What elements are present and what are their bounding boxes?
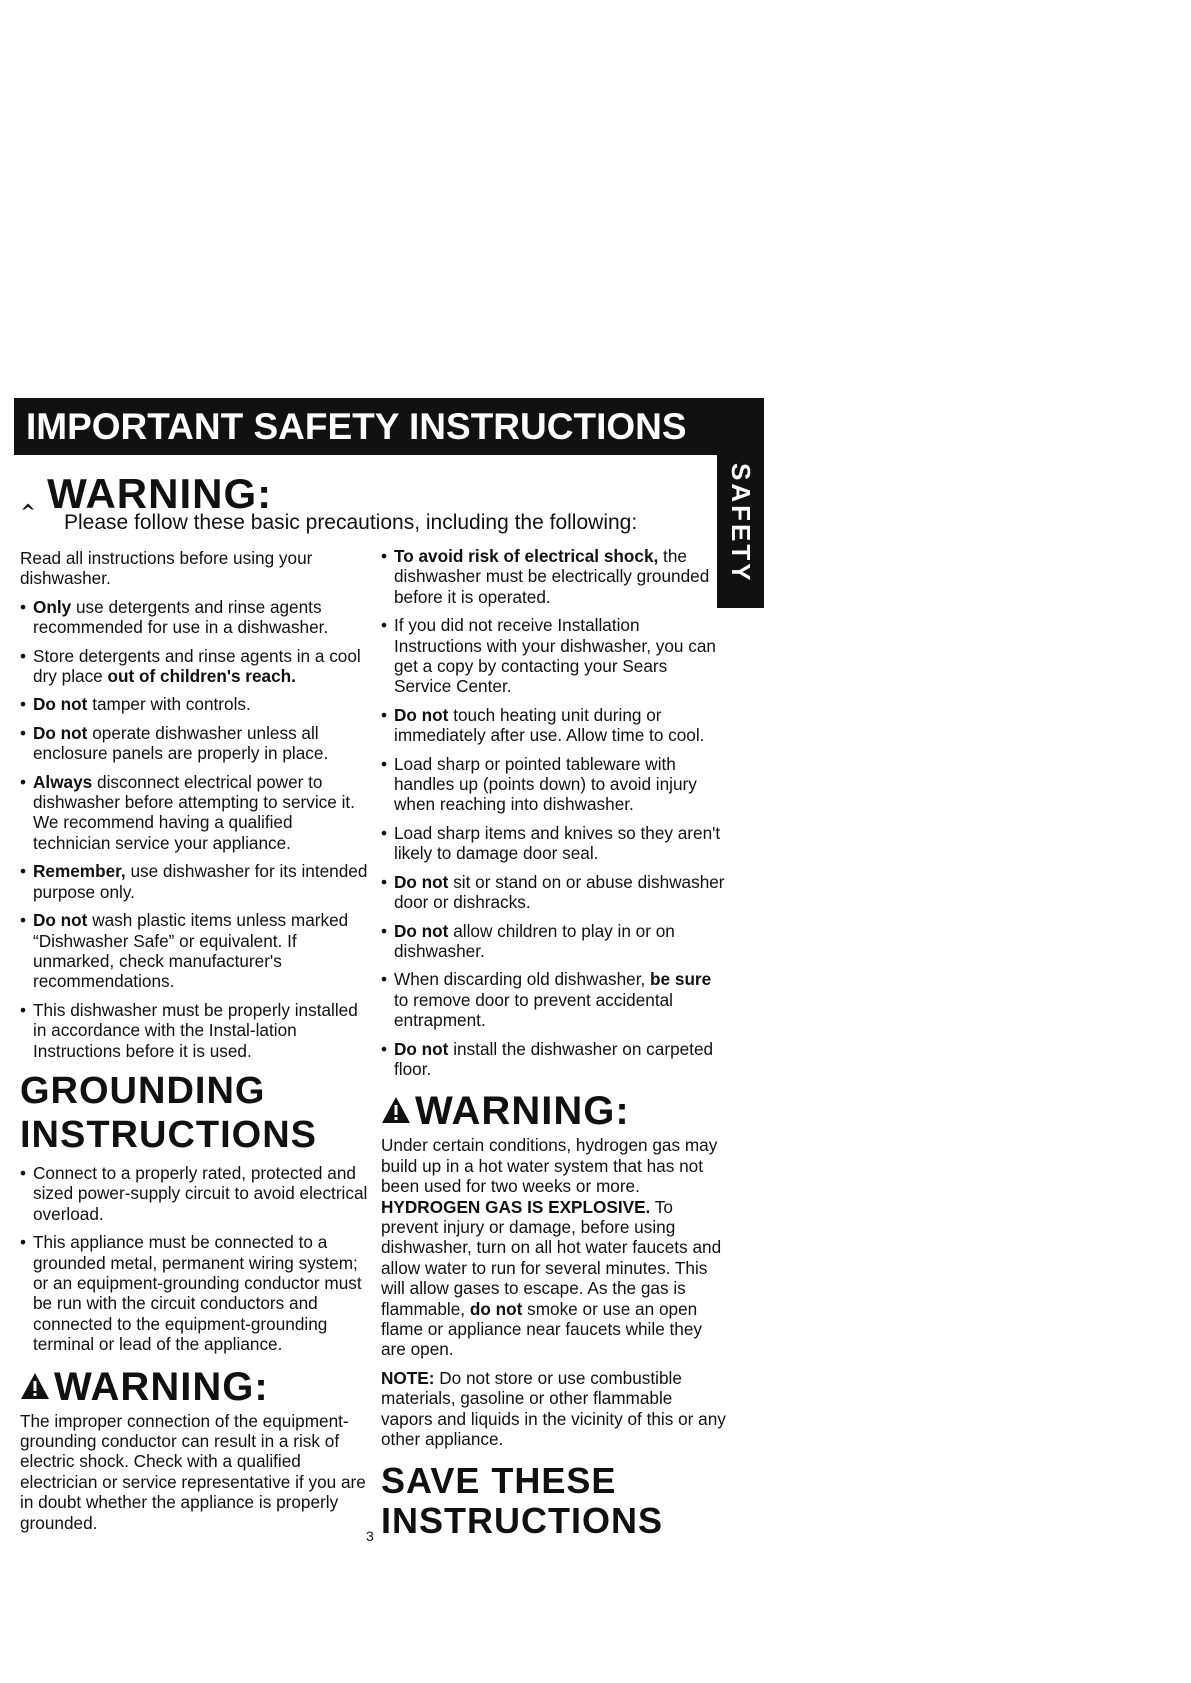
grounding-warning-heading: WARNING: bbox=[20, 1365, 368, 1409]
read-instructions-text: Read all instructions before using your dishwasher. bbox=[20, 548, 313, 589]
list-item: • Remember, use dishwasher for its intended purpose only. bbox=[20, 861, 368, 902]
warning-triangle-icon bbox=[20, 1372, 50, 1400]
top-warning-title: WARNING: bbox=[47, 470, 273, 517]
note-text: NOTE: Do not store or use combustible materials, gasoline or other flammable vapors and liquids in the vicinity of this or any other appliance. bbox=[381, 1367, 726, 1450]
list-item: • Always disconnect electrical power to dishwasher before attempting to service it. We recommend having a qualified technician service your appliance. bbox=[20, 772, 368, 854]
list-item: • This appliance must be connected to a grounded metal, permanent wiring system; or an equipment-grounding conductor must be run with the circuit conductors and connected to the equipment-grounding terminal or lead of the appliance. bbox=[20, 1232, 368, 1354]
hydrogen-warning-heading: WARNING: bbox=[381, 1089, 726, 1133]
list-item: • Do not tamper with controls. bbox=[20, 694, 368, 714]
list-item: • Do not touch heating unit during or immediately after use. Allow time to cool. bbox=[381, 705, 726, 746]
page-number: 3 bbox=[366, 1528, 374, 1544]
list-item: • Only use detergents and rinse agents recommended for use in a dishwasher. bbox=[20, 597, 368, 638]
grounding-warning-text: The improper connection of the equipment-grounding conductor can result in a risk of electric shock. Check with a qualified electrician or service representative if you are in doubt whether the appliance is properly grounded. bbox=[20, 1410, 366, 1533]
hydrogen-warning-text: Under certain conditions, hydrogen gas may build up in a hot water system that has not been used for two weeks or more. HYDROGEN GAS IS EXPLOSIVE. To prevent injury or damage, before using dishwasher, turn on all hot water faucets and allow water to run for several minutes. This will allow gases to escape. As the gas is flammable, do not smoke or use an open flame or appliance near faucets while they are open. bbox=[381, 1135, 722, 1360]
list-item: • When discarding old dishwasher, be sure to remove door to prevent accidental entrapment. bbox=[381, 969, 726, 1030]
list-item: • Do not wash plastic items unless marked “Dishwasher Safe” or equivalent. If unmarked, check manufacturer's recommendations. bbox=[20, 910, 368, 992]
warning-mark-icon: ‸ bbox=[20, 483, 38, 509]
left-precautions-list bbox=[20, 597, 368, 1061]
list-item: • Do not operate dishwasher unless all enclosure panels are properly in place. bbox=[20, 723, 368, 764]
list-item: • Load sharp or pointed tableware with handles up (points down) to avoid injury when reaching into dishwasher. bbox=[381, 754, 726, 815]
left-column bbox=[20, 548, 368, 1541]
grounding-list bbox=[20, 1163, 368, 1355]
top-warning-heading bbox=[20, 470, 273, 517]
save-instructions-heading: SAVE THESE INSTRUCTIONS bbox=[381, 1460, 663, 1542]
list-item: • Connect to a properly rated, protected and sized power-supply circuit to avoid electrical overload. bbox=[20, 1163, 368, 1224]
list-item: • Do not install the dishwasher on carpeted floor. bbox=[381, 1039, 726, 1080]
list-item: • Do not allow children to play in or on dishwasher. bbox=[381, 921, 726, 962]
list-item: • This dishwasher must be properly installed in accordance with the Instal-lation Instructions before it is used. bbox=[20, 1000, 368, 1061]
list-item: • Do not sit or stand on or abuse dishwasher door or dishracks. bbox=[381, 872, 726, 913]
list-item: • To avoid risk of electrical shock, the dishwasher must be electrically grounded before it is operated. bbox=[381, 546, 726, 607]
top-warning-intro: Please follow these basic precautions, including the following: bbox=[64, 511, 638, 534]
list-item: • Store detergents and rinse agents in a cool dry place out of children's reach. bbox=[20, 646, 368, 687]
section-tab-label: SAFETY bbox=[726, 462, 756, 584]
right-column bbox=[381, 546, 726, 1541]
page-title-banner bbox=[14, 398, 764, 455]
right-precautions-list bbox=[381, 546, 726, 1079]
list-item: • Load sharp items and knives so they aren't likely to damage door seal. bbox=[381, 823, 726, 864]
warning-triangle-icon bbox=[381, 1096, 411, 1124]
page-title: IMPORTANT SAFETY INSTRUCTIONS bbox=[26, 406, 687, 447]
list-item: • If you did not receive Installation Instructions with your dishwasher, you can get a copy by contacting your Sears Service Center. bbox=[381, 615, 726, 697]
grounding-heading: GROUNDING INSTRUCTIONS bbox=[20, 1069, 317, 1156]
